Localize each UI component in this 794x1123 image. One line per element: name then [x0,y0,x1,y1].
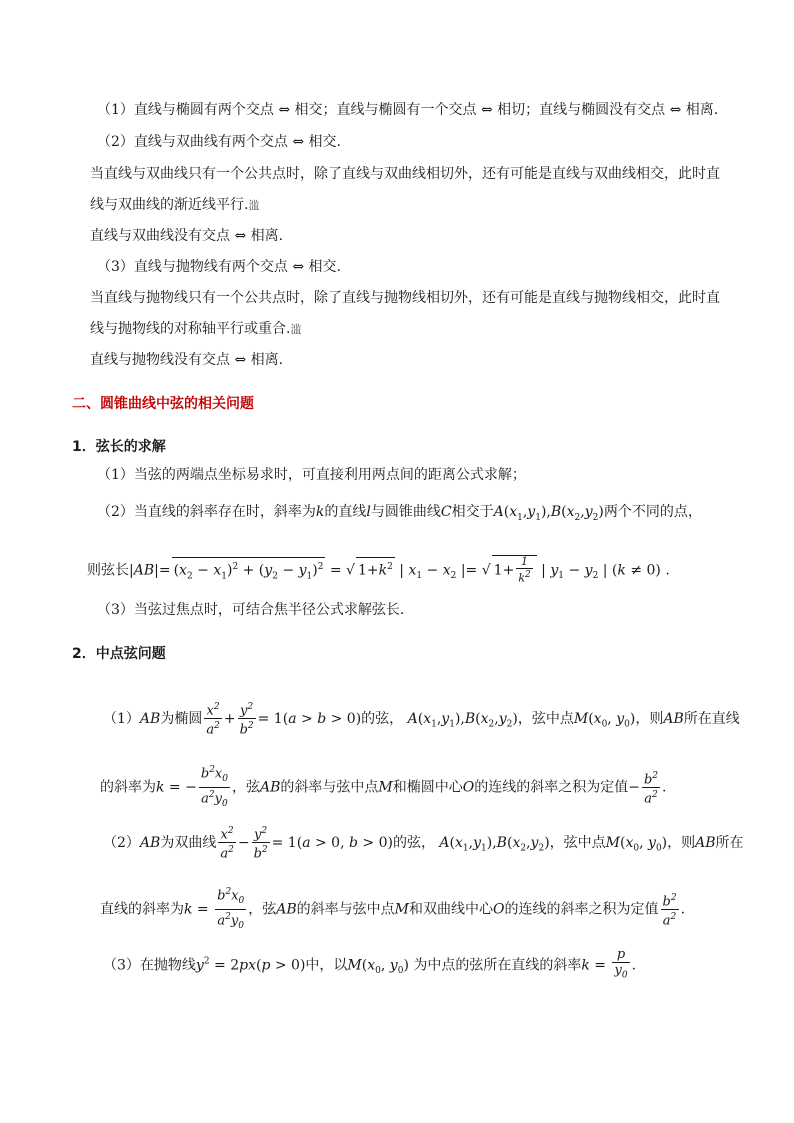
text-fragment: 的斜率与弦中点 [280,779,379,796]
text-fragment: 为椭圆 [160,710,203,727]
hyperbola-no-intersection-rule: 直线与双曲线没有交点 ⇔ 相离. [90,228,284,244]
hyperbola-note-text: 线与双曲线的渐近线平行. [90,197,249,213]
text-fragment: ，则 [667,834,696,851]
text-fragment: （1） [103,710,140,727]
text-fragment: 与圆锥曲线 [370,504,441,520]
text-fragment: 的直线 [324,504,367,520]
text-fragment: 为双曲线 [160,834,217,851]
parabola-two-points-rule: （3）直线与抛物线有两个交点 ⇔ 相交. [97,259,341,275]
text-fragment: 为中点的弦所在直线的斜率 [413,957,582,974]
hyperbola-note-line2 [90,196,259,215]
ellipse-intersection-rule: （1）直线与椭圆有两个交点 ⇔ 相交；直线与椭圆有一个交点 ⇔ 相切；直线与椭圆没有交点 ⇔ 相离. [97,102,719,118]
ellipse-midpoint-line2: 的斜率为k = − $\frac{b^2x_0}{a^2y_0}$ ，弦AB的斜率与弦中点M和椭圆中心O的连线的斜率之积为定值− $\frac{b^2}{a^2}$ . [100,765,667,809]
math-l: l [366,504,371,520]
text-fragment: （2） [103,834,140,851]
subsection-heading-chord-length: 1．弦长的求解 [72,439,166,455]
text-fragment: 的弦， [361,710,404,727]
math-C: C [440,504,452,520]
sqrt-1-plus-k2: $1+k^2$ [356,557,395,580]
text-fragment: 的连线的斜率之积为定值 [504,901,659,918]
sqrt-distance: $(x_2 - x_1)^2 + (y_2 - y_1)^2$ [172,557,326,585]
text-fragment: 两个不同的点， [603,504,702,520]
math-k: k [315,504,325,520]
parabola-note-line1: 当直线与抛物线只有一个公共点时，除了直线与抛物线相切外，还有可能是直线与抛物线相交，此时直 [90,290,720,306]
text-fragment: 相交于 [451,504,494,520]
text-fragment: ，则 [635,710,664,727]
hyperbola-two-points-rule: （2）直线与双曲线有两个交点 ⇔ 相交. [97,134,341,150]
chord-length-formula: 则弦长$|AB|= (x_2 - x_1)^2 + (y_2 - y_1)^2$ = √ $1+k^2$ | $x_1 - x_2$ |= √ 1+ $\frac{1}{k^2}$ | $y_1 - y_2$ | (k ≠ 0) . [87,555,670,585]
section-heading: 二、圆锥曲线中弦的相关问题 [72,396,254,412]
text-fragment: ，弦 [232,779,260,796]
text-fragment: （2）当直线的斜率存在时，斜率为 [97,504,316,520]
text-fragment: 的斜率与弦中点 [296,901,395,918]
text-fragment: 直线的斜率为 [100,901,184,918]
text-fragment: 的弦， [392,834,435,851]
ellipse-midpoint-line1: （1）AB为椭圆 $\frac{x^2}{a^2}$ + $\frac{y^2}{b^2}$ = 1(a > b > 0)的弦， $A(x_1,y_1),B(x_2,y_2)$，弦中点$M(x_0$, $y_0$)，则AB所在直线 [103,702,740,738]
parabola-midpoint-line: （3）在抛物线$y^2 = 2px(p > 0)$中，以$M(x_0$, $y_0$) 为中点的弦所在直线的斜率k = $\frac{p}{y_0}$ . [103,947,637,981]
subsection-heading-midpoint-chord: 2．中点弦问题 [72,646,166,662]
sqrt-1-plus-inv-k2: 1+ $\frac{1}{k^2}$ [492,555,537,585]
text-fragment: ，弦中点 [517,710,574,727]
hyperbola-note-line1: 当直线与双曲线只有一个公共点时，除了直线与双曲线相切外，还有可能是直线与双曲线相交，此时直 [90,166,720,182]
text-fragment: 的斜率为 [100,779,156,796]
chord-length-method-1: （1）当弦的两端点坐标易求时，可直接利用两点间的距离公式求解； [97,467,526,483]
text-fragment: （3）在抛物线 [103,957,196,974]
parabola-note-line2 [90,320,301,339]
parabola-no-intersection-rule: 直线与抛物线没有交点 ⇔ 相离. [90,352,284,368]
watermark-mark: 滥 [248,199,260,212]
text-fragment: 中，以 [305,957,348,974]
text-fragment: 的连线的斜率之积为定值 [474,779,629,796]
chord-length-method-3: （3）当弦过焦点时，可结合焦半径公式求解弦长. [97,602,405,618]
math-points-AB: A [493,504,504,520]
hyperbola-midpoint-line2: 直线的斜率为k = $\frac{b^2x_0}{a^2y_0}$ ，弦AB的斜率与弦中点M和双曲线中心O的连线的斜率之积为定值 $\frac{b^2}{a^2}$ . [100,887,686,931]
text-fragment: 所在 [715,834,744,851]
text-fragment: 则弦长 [87,562,129,579]
watermark-mark: 滥 [290,323,302,336]
text-fragment: 和椭圆中心 [392,779,463,796]
text-fragment: ，弦中点 [549,834,606,851]
text-fragment: ，弦 [248,901,277,918]
text-fragment: 所在直线 [683,710,740,727]
parabola-note-text: 线与抛物线的对称轴平行或重合. [90,321,291,337]
hyperbola-midpoint-line1: （2）AB为双曲线 $\frac{x^2}{a^2}$ − $\frac{y^2}{b^2}$ = 1(a > 0, b > 0)的弦， $A(x_1,y_1),B(x_2,y_2)$，弦中点$M(x_0$, $y_0$)，则AB所在 [103,826,744,862]
chord-length-method-2: （2）当直线的斜率存在时，斜率为k的直线l与圆锥曲线C相交于$A(x_1,y_1),B(x_2,y_2)$两个不同的点， [97,504,702,523]
text-fragment: 和双曲线中心 [409,901,494,918]
